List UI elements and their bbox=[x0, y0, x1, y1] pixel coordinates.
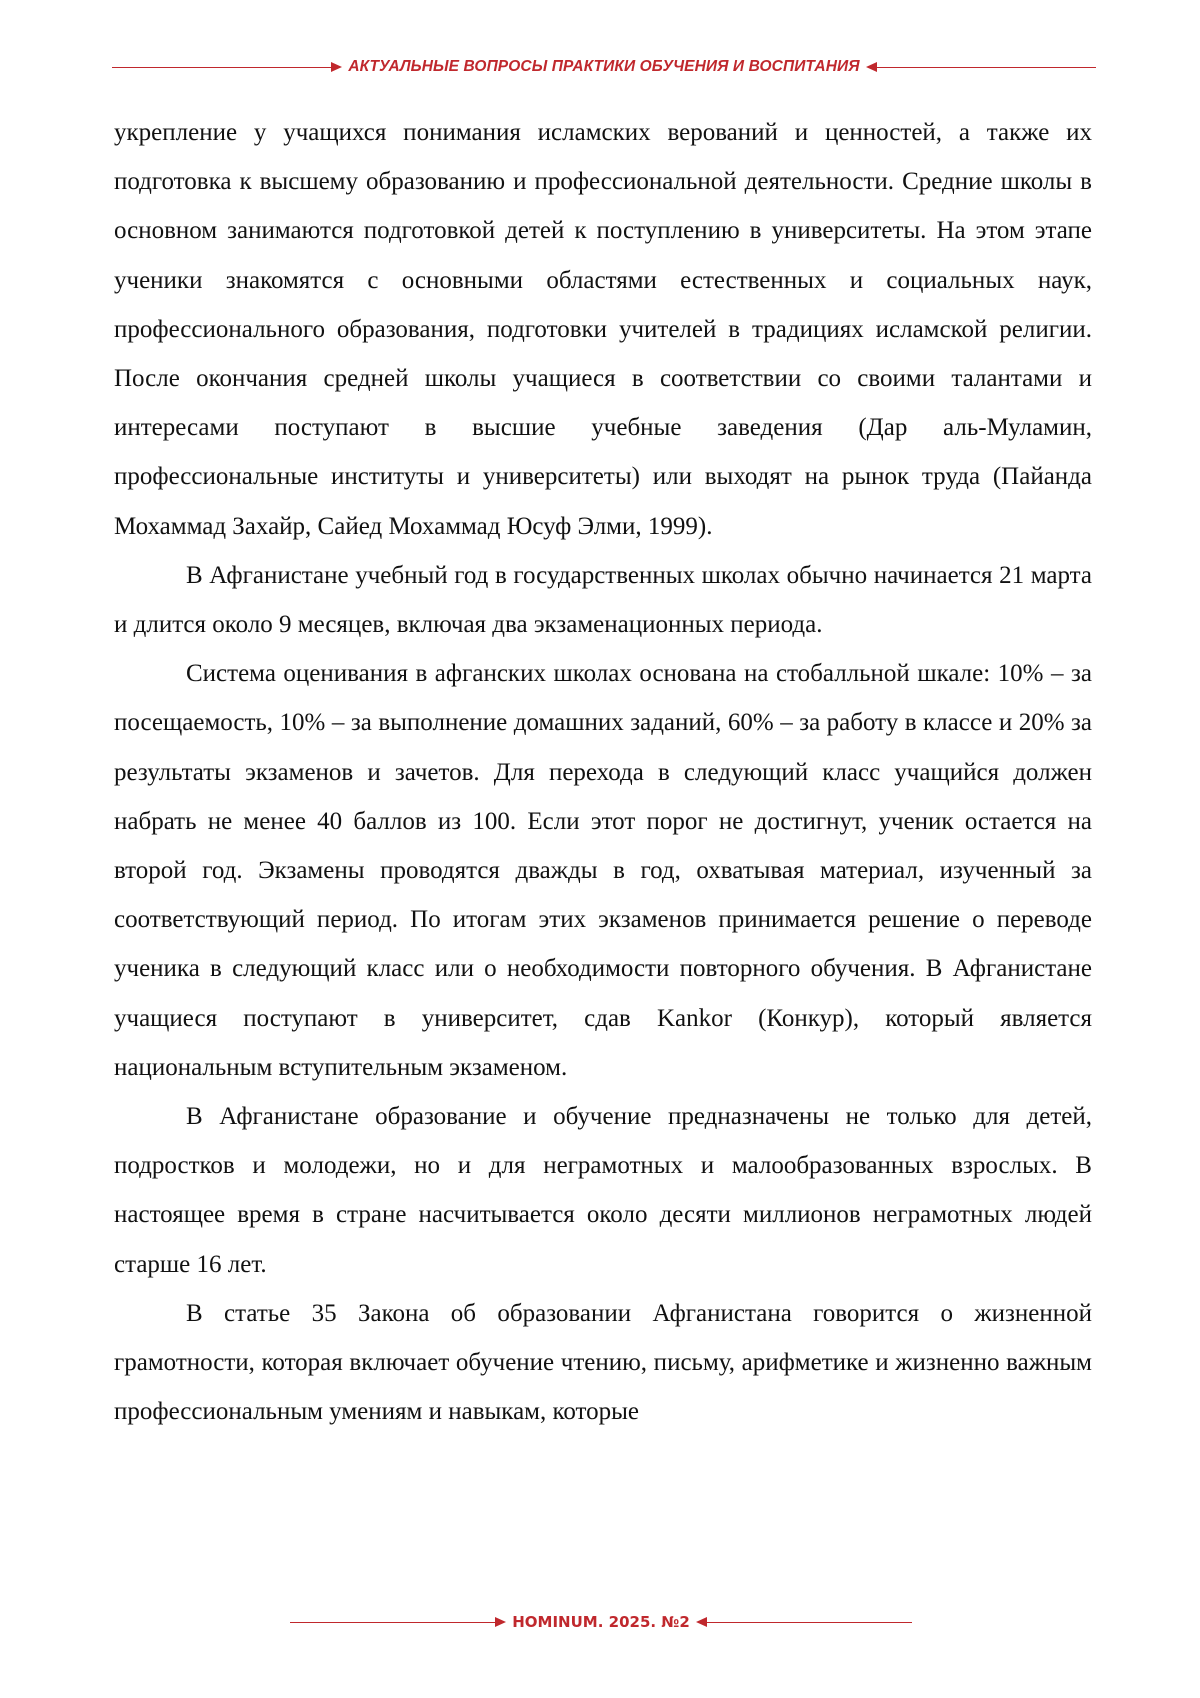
header-rule-right bbox=[877, 67, 1096, 68]
running-header bbox=[112, 56, 1096, 78]
footer-arrow-left-icon bbox=[696, 1617, 707, 1627]
paragraph-3: Система оценивания в афганских школах основана на стобалльной шкале: 10% – за посещаемость, 10% – за выполнение домашних заданий, 60% – за работу в классе и 20% за результаты экзаменов и зачетов. Для перехода в следующий класс учащийся должен набрать не менее 40 баллов из 100. Если этот порог не достигнут, ученик остается на второй год. Экзамены проводятся дважды в год, охватывая материал, изученный за соответствующий период. По итогам этих экзаменов принимается решение о переводе ученика в следующий класс или о необходимости повторного обучения. В Афганистане учащиеся поступают в университет, сдав Kankor (Конкур), который является национальным вступительным экзаменом. bbox=[114, 660, 1092, 1081]
paragraph-4: В Афганистане образование и обучение предназначены не только для детей, подростков и молодежи, но и для неграмотных и малообразованных взрослых. В настоящее время в стране насчитывается около десяти миллионов неграмотных людей старше 16 лет. bbox=[114, 1103, 1092, 1278]
running-footer bbox=[290, 1611, 912, 1633]
footer-rule-left bbox=[290, 1622, 495, 1623]
paragraph-5: В статье 35 Закона об образовании Афганистана говорится о жизненной грамотности, которая включает обучение чтению, письму, арифметике и жизненно важным профессиональным умениям и навыкам, которые bbox=[114, 1299, 1092, 1426]
article-body bbox=[114, 108, 1092, 1436]
header-arrow-left-icon bbox=[866, 62, 877, 72]
footer-rule-right bbox=[707, 1622, 912, 1623]
paragraph-2: В Афганистане учебный год в государственных школах обычно начинается 21 марта и длится около 9 месяцев, включая два экзаменационных периода. bbox=[114, 561, 1092, 639]
header-arrow-right-icon bbox=[331, 62, 342, 72]
header-rule-left bbox=[112, 67, 331, 68]
footer-journal-issue: HOMINUM. 2025. №2 bbox=[512, 1613, 690, 1631]
header-title: АКТУАЛЬНЫЕ ВОПРОСЫ ПРАКТИКИ ОБУЧЕНИЯ И ВОСПИТАНИЯ bbox=[348, 58, 860, 75]
footer-arrow-right-icon bbox=[495, 1617, 506, 1627]
paragraph-1: укрепление у учащихся понимания исламских верований и ценностей, а также их подготовка к высшему образованию и профессиональной деятельности. Средние школы в основном занимаются подготовкой детей к поступлению в университеты. На этом этапе ученики знакомятся с основными областями естественных и социальных наук, профессионального образования, подготовки учителей в традициях исламской религии. После окончания средней школы учащиеся в соответствии со своими талантами и интересами поступают в высшие учебные заведения (Дар аль-Муламин, профессиональные институты и университеты) или выходят на рынок труда (Пайанда Мохаммад Захайр, Сайед Мохаммад Юсуф Элми, 1999). bbox=[114, 119, 1092, 540]
